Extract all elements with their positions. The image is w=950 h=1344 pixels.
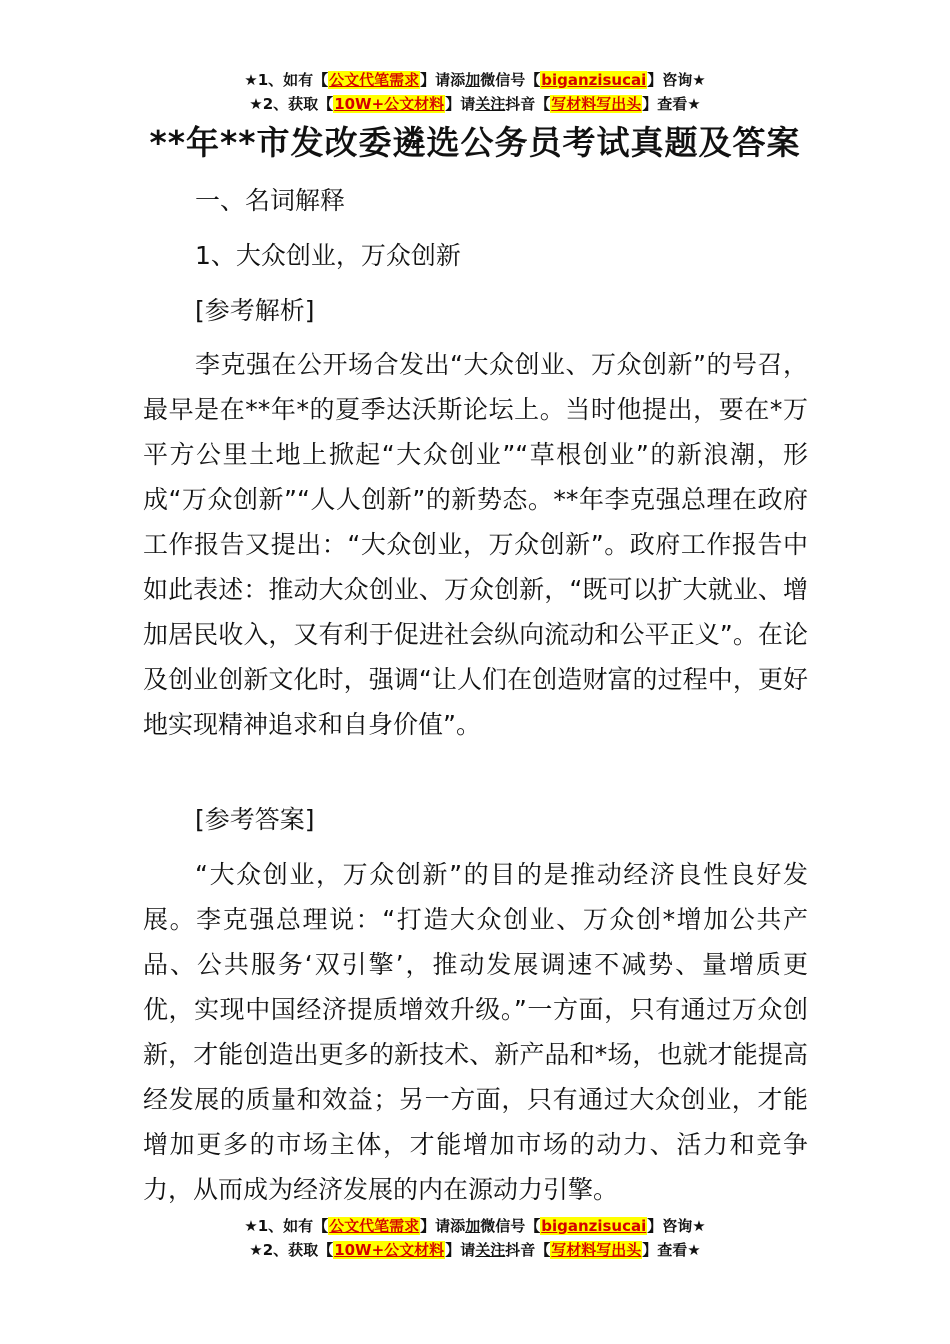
item-heading: 1、大众创业，万众创新 bbox=[195, 241, 461, 270]
section-heading: 一、名词解释 bbox=[195, 186, 346, 215]
promo-line-1 bbox=[0, 1214, 950, 1238]
promo-text: 】请添 bbox=[420, 71, 466, 89]
promo-text: 抖音【 bbox=[505, 95, 551, 113]
promo-text: 】请 bbox=[445, 1241, 476, 1259]
promo-line-2 bbox=[0, 92, 950, 116]
highlighted-text: 公文代笔需求 bbox=[329, 1217, 420, 1235]
promo-text: 关注 bbox=[475, 1241, 506, 1259]
promo-text: 微信号【 bbox=[480, 1217, 541, 1235]
highlighted-text: 10W+公文材料 bbox=[334, 1241, 445, 1259]
promo-text: 抖音【 bbox=[505, 1241, 551, 1259]
promo-text: ★2、获取【 bbox=[249, 1241, 334, 1259]
promo-text: 加 bbox=[465, 71, 481, 89]
analysis-paragraph: 李克强在公开场合发出“大众创业、万众创新”的号召，最早是在**年*的夏季达沃斯论坛上。当时他提出，要在*万平方公里土地上掀起“大众创业”“草根创业”的新浪潮，形成“万众创新”“人人创新”的新势态。**年李克强总理在政府工作报告又提出：“大众创业，万众创新”。政府工作报告中如此表述：推动大众创业、万众创新，“既可以扩大就业、增加居民收入，又有利于促进社会纵向流动和公平正义”。在论及创业创新文化时，强调“让人们在创造财富的过程中，更好地实现精神追求和自身价值”。 bbox=[143, 350, 808, 739]
promo-text: 】请 bbox=[445, 95, 476, 113]
promo-text: 加 bbox=[465, 1217, 481, 1235]
promo-text: 】查看★ bbox=[642, 95, 701, 113]
promo-banner-bottom bbox=[0, 1214, 950, 1262]
promo-line-2 bbox=[0, 1238, 950, 1262]
wechat-id: biganzisucai bbox=[541, 71, 647, 89]
highlighted-text: 10W+公文材料 bbox=[334, 95, 445, 113]
promo-text: 】咨询★ bbox=[647, 71, 706, 89]
promo-text: 关注 bbox=[475, 95, 506, 113]
promo-text: 微信号【 bbox=[480, 71, 541, 89]
promo-text: ★1、如有【 bbox=[244, 71, 329, 89]
highlighted-text: 公文代笔需求 bbox=[329, 71, 420, 89]
promo-text: ★2、获取【 bbox=[249, 95, 334, 113]
page-title: **年**市发改委遴选公务员考试真题及答案 bbox=[149, 123, 801, 162]
answer-label: [参考答案] bbox=[195, 805, 315, 834]
douyin-id: 写材料写出头 bbox=[551, 1241, 642, 1259]
promo-text: ★1、如有【 bbox=[244, 1217, 329, 1235]
promo-text: 】查看★ bbox=[642, 1241, 701, 1259]
promo-banner-top bbox=[0, 68, 950, 116]
answer-paragraph: “大众创业，万众创新”的目的是推动经济良性良好发展。李克强总理说：“打造大众创业、万众创*增加公共产品、公共服务‘双引擎’，推动发展调速不减势、量增质更优，实现中国经济提质增效升级。”一方面，只有通过万众创新，才能创造出更多的新技术、新产品和*场，也就才能提高经发展的质量和效益；另一方面，只有通过大众创业，才能增加更多的市场主体，才能增加市场的动力、活力和竞争力，从而成为经济发展的内在源动力引擎。 bbox=[143, 860, 808, 1204]
promo-text: 】咨询★ bbox=[647, 1217, 706, 1235]
douyin-id: 写材料写出头 bbox=[551, 95, 642, 113]
promo-line-1 bbox=[0, 68, 950, 92]
analysis-label: [参考解析] bbox=[195, 296, 315, 325]
wechat-id: biganzisucai bbox=[541, 1217, 647, 1235]
promo-text: 】请添 bbox=[420, 1217, 466, 1235]
